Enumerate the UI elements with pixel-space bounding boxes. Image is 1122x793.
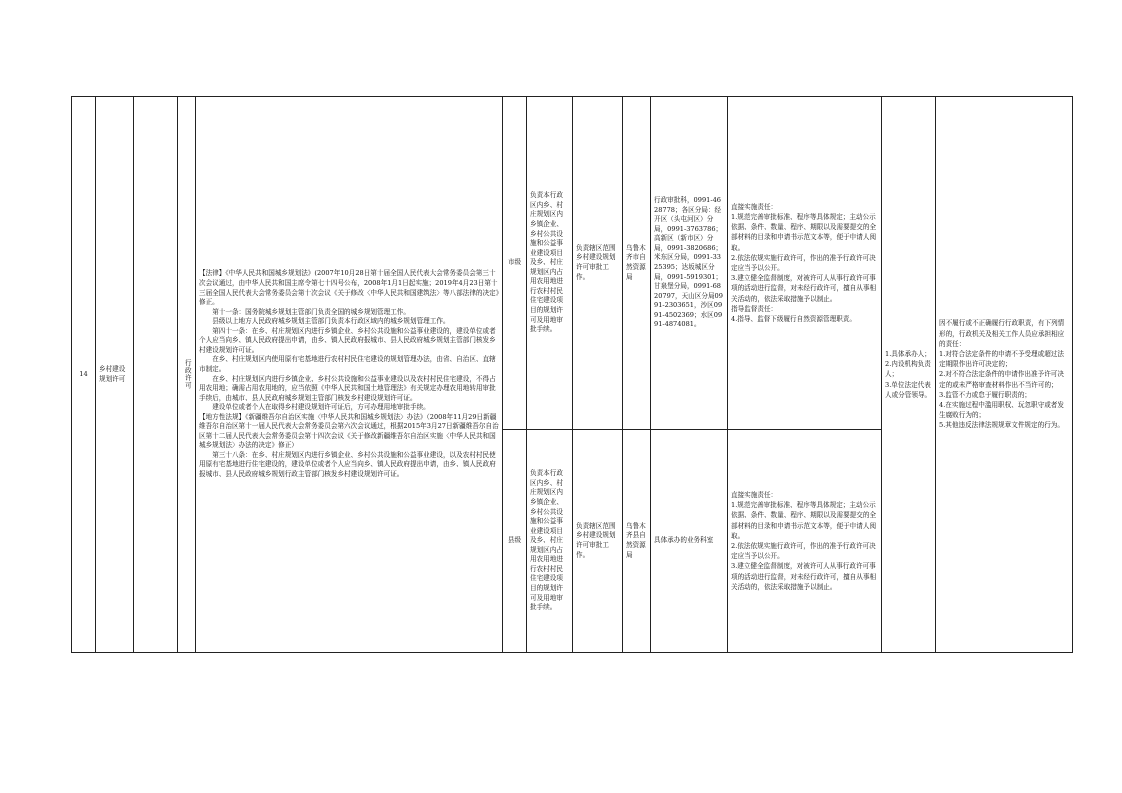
duty-item: 3.建立健全监督制度，对被许可人从事行政许可事项的活动进行监督，对未经行政许可，擅自从事相关活动的，依法采取措施予以制止。 <box>731 562 877 591</box>
duty-item: 2.依法依规实施行政许可，作出的准予行政许可决定应当予以公开。 <box>731 542 876 561</box>
duty-item: 2.依法依规实施行政许可，作出的准予行政许可决定应当予以公开。 <box>731 253 876 272</box>
division-county: 负责辖区范围乡村建设规划许可审批工作。 <box>573 430 623 653</box>
duty-item: 指导监督责任： <box>731 304 778 313</box>
legal-basis-article-38: 第三十八条：在乡、村庄规划区内进行乡镇企业、乡村公共设施和公益事业建设，以及农村村民使用原有宅基地进行住宅建设的，建设单位或者个人应当向乡、镇人民政府提出申请，由乡、镇人民政府报城市、县人民政府城乡规划行政主管部门核发乡村建设规划许可证。 <box>199 450 496 478</box>
level-county: 县级 <box>503 430 527 653</box>
duty-item: 1.规范完善审批标准、程序等具体规定；主动公示依据、条件、数量、程序、期限以及需要提交的全部材料的目录和申请书示范文本等，便于申请人阅取。 <box>731 501 877 540</box>
subject-item: 2.内设机构负责人； <box>885 360 931 379</box>
responsible-subjects <box>882 97 936 653</box>
scope-city: 负责本行政区内乡、村庄规划区内乡镇企业、乡村公共设施和公益事业建设项目及乡、村庄规划区内占用农用地进行农村村民住宅建设项目的规划许可及用地审批手续。 <box>527 97 573 430</box>
item-name: 乡村建设规划许可 <box>96 97 134 653</box>
accountability-item: 2.对不符合法定条件的申请作出准予许可决定的或未严格审查材料作出不当许可的； <box>939 370 1064 389</box>
accountability-item: 1.对符合法定条件的申请不予受理或超过法定期限作出许可决定的； <box>939 349 1064 369</box>
subject-item: 3.单位法定代表人或分管领导。 <box>885 380 932 399</box>
duty-item: 4.指导、监督下级履行自然资源管理职责。 <box>731 315 856 324</box>
legal-basis-article-41-land-approval: 建设单位或者个人在取得乡村建设规划许可证后，方可办理用地审批手续。 <box>212 403 430 412</box>
legal-basis-article-11-local: 县级以上地方人民政府城乡规划主管部门负责本行政区域内的城乡规划管理工作。 <box>212 317 450 326</box>
duty-item: 直接实施责任： <box>731 202 778 211</box>
item-category-text: 行政许可 <box>183 359 192 390</box>
duties-county <box>728 430 882 653</box>
legal-basis-article-41: 第四十一条：在乡、村庄规划区内进行乡镇企业、乡村公共设施和公益事业建设的，建设单位或者个人应当向乡、镇人民政府提出申请，由乡、镇人民政府报城市、县人民政府城乡规划主管部门核发乡村建设规划许可证。 <box>199 326 496 354</box>
contact-county: 具体承办的业务科室 <box>651 430 728 653</box>
legal-basis <box>196 97 503 653</box>
level-city: 市级 <box>503 97 527 430</box>
duties-city <box>728 97 882 430</box>
duty-item: 1.规范完善审批标准、程序等具体规定；主动公示依据、条件、数量、程序、期限以及需要提交的全部材料的目录和申请书示范文本等，便于申请人阅取。 <box>731 212 877 252</box>
legal-basis-article-11: 第十一条：国务院城乡规划主管部门负责全国的城乡规划管理工作。 <box>212 307 410 316</box>
legal-basis-article-41-homestead: 在乡、村庄规划区内使用原有宅基地进行农村村民住宅建设的规划管理办法，由省、自治区、直辖市制定。 <box>199 355 496 373</box>
legal-basis-local-regulation: 【地方性法规】《新疆维吾尔自治区实施〈中华人民共和国城乡规划法〉办法》（2008年11月29日新疆维吾尔自治区第十一届人民代表大会常务委员会第六次会议通过，根据2015年3月27日新疆维吾尔自治区第十二届人民代表大会常务委员会第十四次会议《关于修改新疆维吾尔自治区实施〈中华人民共和国城乡规划法〉办法的决定》修正） <box>199 412 499 450</box>
accountability <box>936 97 1073 653</box>
responsibility-table <box>71 96 1073 653</box>
accountability-item: 3.监管不力或怠于履行职责的； <box>939 390 1032 399</box>
accountability-item: 5.其他违反法律法规规章文件规定的行为。 <box>939 421 1064 430</box>
legal-basis-law: 【法律】《中华人民共和国城乡规划法》(2007年10月28日第十届全国人民代表大会常务委员会第三十次会议通过，由中华人民共和国主席令第七十四号公布，2008年1月1日起实施；2019年4月23日第十三届全国人民代表大会常务委员会第十次会议《关于修改〈中华人民共和国建筑法〉等八部法律的决定》修正。 <box>199 269 500 307</box>
department-city: 乌鲁木齐市自然资源局 <box>623 97 651 430</box>
division-city: 负责辖区范围乡村建设规划许可审批工作。 <box>573 97 623 430</box>
department-county: 乌鲁木齐县自然资源局 <box>623 430 651 653</box>
subject-item: 1.具体承办人； <box>885 349 931 358</box>
legal-basis-article-41-farmland: 在乡、村庄规划区内进行乡镇企业、乡村公共设施和公益事业建设以及农村村民住宅建设，不得占用农用地；确需占用农用地的，应当依照《中华人民共和国土地管理法》有关规定办理农用地转用审批手续后，由城市、县人民政府城乡规划主管部门核发乡村建设规划许可证。 <box>199 374 496 402</box>
accountability-item: 因不履行或不正确履行行政职责，有下列情形的，行政机关及相关工作人员应承担相应的责任： <box>939 319 1065 348</box>
sub-item <box>134 97 178 653</box>
duty-item: 直接实施责任： <box>731 490 778 499</box>
item-category <box>178 97 196 653</box>
accountability-item: 4.在实施过程中滥用职权、玩忽职守或者发生腐败行为的； <box>939 401 1064 420</box>
scope-county: 负责本行政区内乡、村庄规划区内乡镇企业、乡村公共设施和公益事业建设项目及乡、村庄规划区内占用农用地进行农村村民住宅建设项目的规划许可及用地审批手续。 <box>527 430 573 653</box>
duty-item: 3.建立健全监督制度，对被许可人从事行政许可事项的活动进行监督，对未经行政许可，擅自从事相关活动的，依法采取措施予以制止。 <box>731 274 877 303</box>
contact-city: 行政审批科，0991-4628778；各区分局：经开区（头屯河区）分局，0991-3763786；高新区（新市区）分局，0991-3820686；米东区分局，0991-3325395；达坂城区分局，0991-5919301；甘泉堡分局，0991-6820797，天山区分局0991-2303651，沙区0991-4502369；水区0991-4874081。 <box>651 97 728 430</box>
row-number: 14 <box>72 97 96 653</box>
